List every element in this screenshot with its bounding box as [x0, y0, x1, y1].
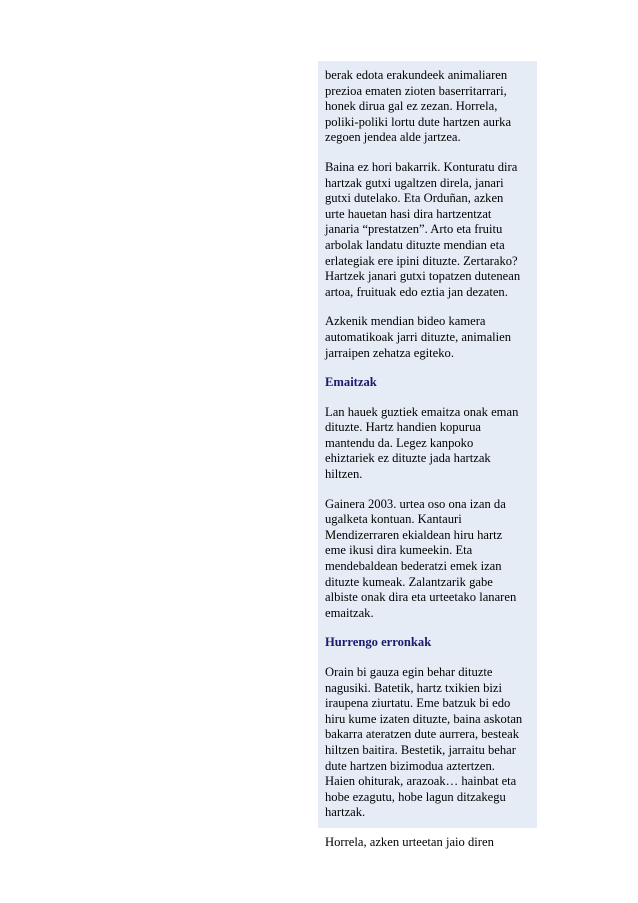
text-line: honek dirua gal ez zezan. Horrela,	[325, 99, 498, 114]
text-line: poliki-poliki lortu dute hartzen aurka	[325, 114, 512, 129]
text-line: zegoen jendea alde jartzea.	[325, 130, 461, 145]
text-line: bakarra ateratzen dute aurrera, besteak	[325, 727, 520, 742]
text-line: dute hartzen bizimodua aztertzen.	[325, 758, 495, 773]
text-line: prezioa ematen zioten baserritarrari,	[325, 83, 507, 98]
section-heading-results: Emaitzak	[325, 375, 377, 390]
text-line: emaitzak.	[325, 605, 374, 620]
text-line: Haien ohiturak, arazoak… hainbat eta	[325, 774, 517, 789]
text-line: automatikoak jarri dituzte, animalien	[325, 329, 512, 344]
text-line: Orain bi gauza egin behar dituzte	[325, 665, 493, 679]
text-line: hartzak.	[325, 805, 366, 820]
text-line: Hartzek janari gutxi topatzen dutenean	[325, 269, 521, 284]
text-line: eme ikusi dira kumeekin. Eta	[325, 543, 473, 558]
text-line: arbolak landatu dituzte mendian eta	[325, 237, 505, 252]
text-line: berak edota erakundeek animaliaren	[325, 68, 508, 82]
article-column	[318, 61, 537, 849]
text-line: Baina ez hori bakarrik. Konturatu dira	[325, 159, 518, 174]
text-line: hartzak gutxi ugaltzen direla, janari	[325, 175, 504, 190]
text-line: dituzte. Hartz handien kopurua	[325, 420, 481, 435]
text-line: jarraipen zehatza egiteko.	[325, 345, 455, 360]
text-line: hiru kume izaten dituzte, baina askotan	[325, 711, 523, 726]
text-line: albiste onak dira eta urteetako lanaren	[325, 590, 517, 605]
paragraph-results	[325, 405, 530, 483]
paragraph-feeding	[325, 160, 530, 300]
text-line: hiltzen.	[325, 467, 363, 482]
section-heading-next-challenges: Hurrengo erronkak	[325, 635, 432, 650]
text-line: mendebaldean bederatzi emek izan	[325, 559, 502, 574]
text-line: artoa, fruituak edo eztia jan dezaten.	[325, 284, 508, 299]
text-line: hiltzen baitira. Bestetik, jarraitu behar	[325, 742, 516, 757]
text-line: Lan hauek guztiek emaitza onak eman	[325, 404, 519, 419]
text-line: mantendu da. Legez kanpoko	[325, 435, 474, 450]
paragraph-compensation	[325, 68, 530, 146]
text-line: hobe ezagutu, hobe lagun ditzakegu	[325, 789, 506, 804]
text-line: gutxi dutelako. Eta Orduñan, azken	[325, 191, 504, 206]
paragraph-challenges	[325, 665, 530, 821]
text-line: nagusiki. Batetik, hartz txikien bizi	[325, 680, 502, 695]
text-line: ugalketa kontuan. Kantauri	[325, 512, 462, 527]
text-line: ehiztariek ez dituzte jada hartzak	[325, 451, 491, 466]
text-line: urte hauetan hasi dira hartzentzat	[325, 206, 492, 221]
text-line: Mendizerraren ekialdean hiru hartz	[325, 527, 503, 542]
text-line: iraupena ziurtatu. Eme batzuk bi edo	[325, 696, 511, 711]
text-line: Azkenik mendian bideo kamera	[325, 314, 486, 329]
paragraph-cameras	[325, 314, 530, 361]
text-line: janaria “prestatzen”. Arto eta fruitu	[325, 222, 503, 237]
text-line: Gainera 2003. urtea oso ona izan da	[325, 496, 506, 511]
text-line: Horrela, azken urteetan jaio diren	[325, 834, 494, 849]
text-line: erlategiak ere ipini dituzte. Zertarako?	[325, 253, 518, 268]
paragraph-closing	[325, 835, 530, 851]
text-line: dituzte kumeak. Zalantzarik gabe	[325, 574, 493, 589]
paragraph-breeding	[325, 497, 530, 622]
